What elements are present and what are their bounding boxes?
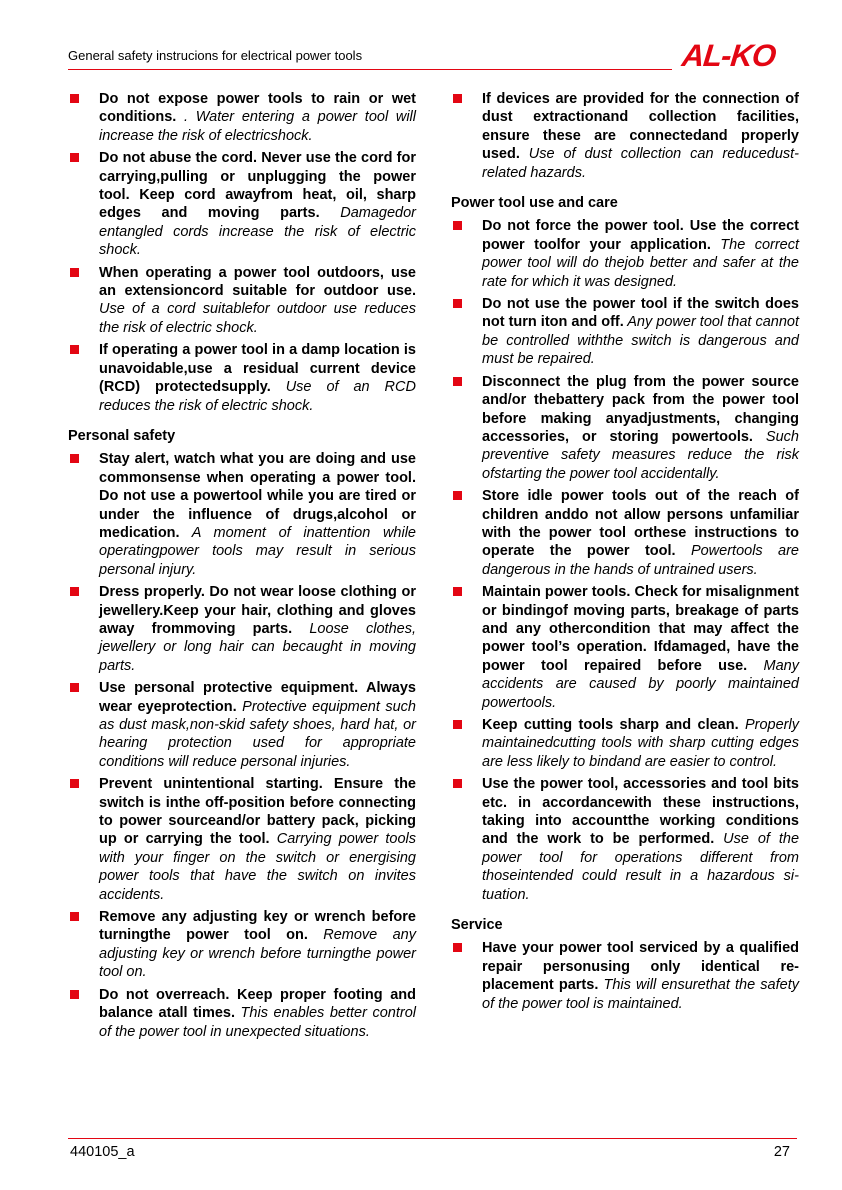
safety-instruction-item <box>451 295 799 369</box>
footer-page-number: 27 <box>773 1144 790 1160</box>
header-rule <box>68 69 672 70</box>
section-heading-power-tool-use: Power tool use and care <box>451 195 618 212</box>
instruction-bold-text: Remove any adjusting key or wrench before turningthe power tool on. <box>99 909 416 944</box>
safety-instruction-item <box>451 90 799 182</box>
instruction-bold-text: Do not expose power tools to rain or wet conditions. <box>99 91 416 126</box>
instruction-italic-text: . Water entering a power tool will increase the risk of electricshock. <box>99 109 416 144</box>
right-list-a <box>451 90 799 182</box>
red-square-bullet-icon <box>70 587 79 596</box>
red-square-bullet-icon <box>70 990 79 999</box>
instruction-bold-text: Do not use the power tool if the switch does not turn iton and off. <box>482 296 799 331</box>
instruction-bold-text: Do not force the power tool. Use the correct power toolfor your application. <box>482 218 799 253</box>
instruction-italic-text: Use of an RCD reduces the risk of electric shock. <box>99 379 416 414</box>
instruction-bold-text: Have your power tool serviced by a qualified repair personusing only identical replacement parts. <box>482 940 799 994</box>
red-square-bullet-icon <box>453 94 462 103</box>
instruction-bold-text: Disconnect the plug from the power source and/or thebattery pack from the power tool before making anyadjustments, changing accessories, or storing powertools. <box>482 373 799 445</box>
red-square-bullet-icon <box>70 153 79 162</box>
instruction-italic-text: This will ensurethat the safety of the power tool is maintained. <box>482 977 799 1012</box>
red-square-bullet-icon <box>453 943 462 952</box>
footer-document-code: 440105_a <box>70 1144 135 1160</box>
red-square-bullet-icon <box>453 377 462 386</box>
instruction-bold-text: Maintain power tools. Check for misalignment or bindingof moving parts, breakage of parts and any othercondition that may affect the power tool’s operation. Ifdamaged, have the power tool repaired before use. <box>482 584 799 674</box>
red-square-bullet-icon <box>453 491 462 500</box>
safety-instruction-item <box>68 908 416 982</box>
red-square-bullet-icon <box>453 720 462 729</box>
safety-instruction-item <box>68 679 416 771</box>
instruction-italic-text: Any power tool that cannot be controlled withthe switch is dangerous and must be repaired. <box>482 314 799 368</box>
instruction-italic-text: Use of dust collection can reducedust-related hazards. <box>482 146 799 181</box>
instruction-bold-text: Dress properly. Do not wear loose clothing or jewellery.Keep your hair, clothing and gloves away frommoving parts. <box>99 584 416 637</box>
instruction-italic-text: A moment of inattention while operatingpower tools may result in serious personal injury. <box>99 524 416 578</box>
header-title: General safety instrucions for electrical power tools <box>68 48 363 63</box>
alko-logo: AL-KO <box>680 38 778 73</box>
red-square-bullet-icon <box>70 94 79 103</box>
red-square-bullet-icon <box>70 268 79 277</box>
left-list-b <box>68 450 416 1041</box>
safety-instruction-item <box>68 583 416 675</box>
safety-instruction-item <box>68 986 416 1041</box>
instruction-italic-text: The correct power tool will do thejob better and safer at the rate for which it was designed. <box>482 236 800 290</box>
safety-instruction-item <box>68 264 416 338</box>
red-square-bullet-icon <box>70 683 79 692</box>
right-list-c <box>451 939 799 1013</box>
instruction-italic-text: Such preventive safety measures reduce the risk ofstarting the power tool accidentally. <box>482 428 799 482</box>
red-square-bullet-icon <box>70 779 79 788</box>
safety-instruction-item <box>68 341 416 415</box>
instruction-bold-text: Keep cutting tools sharp and clean. <box>482 717 739 733</box>
instruction-bold-text: When operating a power tool outdoors, use an extensioncord suitable for outdoor use. <box>99 264 416 300</box>
instruction-bold-text: If devices are provided for the connection of dust extractionand collection facilities, ensure these are connectedand properly used. <box>482 91 799 163</box>
safety-instruction-item <box>451 775 799 904</box>
right-column <box>451 90 799 1017</box>
instruction-italic-text: Carrying power tools with your finger on the switch or energising power tools that have the switch on invites accidents. <box>99 831 416 903</box>
instruction-bold-text: If operating a power tool in a damp location is unavoidable,use a residual current device (RCD) protectedsupply. <box>99 342 416 396</box>
section-heading-service: Service <box>451 917 503 934</box>
safety-instruction-item <box>451 217 799 291</box>
instruction-italic-text: Properly maintainedcutting tools with sharp cutting edges are less likely to bindand are easier to control. <box>482 717 799 770</box>
instruction-italic-text: Damagedor entangled cords increase the risk of electric shock. <box>99 205 416 259</box>
instruction-bold-text: Use personal protective equipment. Always wear eyeprotection. <box>99 680 416 715</box>
instruction-italic-text: Use of a cord suitablefor outdoor use reduces the risk of electric shock. <box>99 301 416 336</box>
safety-instruction-item <box>451 939 799 1013</box>
instruction-italic-text: This enables better control of the power tool in unexpected situations. <box>99 1005 416 1040</box>
safety-instruction-item <box>451 487 799 579</box>
instruction-bold-text: Use the power tool, accessories and tool bits etc. in accordancewith these instructions, taking into accountthe working conditions and the work to be performed. <box>482 776 799 848</box>
instruction-italic-text: Loose clothes, jewellery or long hair can becaught in moving parts. <box>99 620 416 674</box>
safety-instruction-item <box>451 716 799 771</box>
instruction-italic-text: Powertools are dangerous in the hands of untrained users. <box>482 543 799 578</box>
footer-rule <box>68 1138 797 1139</box>
section-heading-personal-safety: Personal safety <box>68 427 176 444</box>
red-square-bullet-icon <box>70 912 79 921</box>
red-square-bullet-icon <box>453 587 462 596</box>
instruction-bold-text: Do not abuse the cord. Never use the cord for carrying,pulling or unplugging the power tool. Keep cord awayfrom heat, oil, sharp edges and moving parts. <box>99 150 416 222</box>
instruction-bold-text: Stay alert, watch what you are doing and use commonsense when operating a power tool. Do not use a powertool while you are tired or under the influence of drugs,alcohol or medication. <box>99 451 416 541</box>
safety-instruction-item <box>451 373 799 483</box>
red-square-bullet-icon <box>453 221 462 230</box>
instruction-italic-text: Many accidents are caused by poorly maintained powertools. <box>482 657 799 711</box>
red-square-bullet-icon <box>70 345 79 354</box>
red-square-bullet-icon <box>453 299 462 308</box>
instruction-italic-text: Protective equipment such as dust mask,non-skid safety shoes, hard hat, or hearing protection used for appropriate conditions will reduce personal injuries. <box>99 698 417 770</box>
left-list-a <box>68 90 416 415</box>
instruction-italic-text: Remove any adjusting key or wrench before turningthe power tool on. <box>99 927 417 981</box>
red-square-bullet-icon <box>70 454 79 463</box>
left-column <box>68 90 416 1045</box>
safety-instruction-item <box>68 775 416 904</box>
red-square-bullet-icon <box>453 779 462 788</box>
right-list-b <box>451 217 799 904</box>
instruction-bold-text: Prevent unintentional starting. Ensure the switch is inthe off-position before connecting to power sourceand/or battery pack, picking up or carrying the tool. <box>99 776 416 848</box>
safety-instruction-item <box>68 90 416 145</box>
safety-instruction-item <box>68 149 416 259</box>
safety-instruction-item <box>68 450 416 579</box>
instruction-bold-text: Store idle power tools out of the reach of children anddo not allow persons unfamiliar with the power tool orthese instructions to operate the power tool. <box>482 488 799 560</box>
instruction-italic-text: Use of the power tool for operations different from thoseintended could result in a hazardous situation. <box>482 831 800 903</box>
safety-instruction-item <box>451 583 799 712</box>
instruction-bold-text: Do not overreach. Keep proper footing and balance atall times. <box>99 986 416 1022</box>
